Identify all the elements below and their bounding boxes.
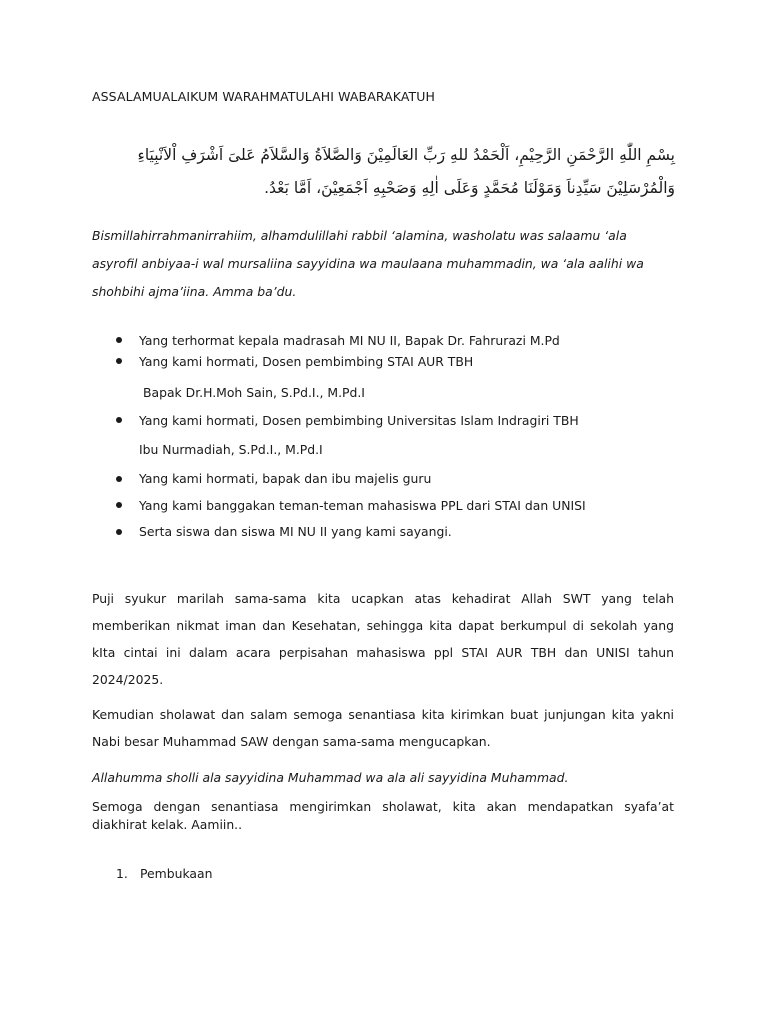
arabic-opening-line-1: بِسْمِ اللّٰهِ الرَّحْمَنِ الرَّحِيْمِ، اَلْحَمْدُ للهِ رَبِّ العَالَمِيْنَ وَالصَّلاَةُ وَالسَّلاَمُ عَلىَ اَشْرَفِ اْلاَنْبِيَاءِ xyxy=(137,146,675,164)
list-item: Yang kami banggakan teman-teman mahasiswa PPL dari STAI dan UNISI xyxy=(139,498,586,513)
list-item-label: Pembukaan xyxy=(140,866,213,881)
numbered-list-item xyxy=(116,866,212,881)
body-paragraph-sholawat: Kemudian sholawat dan salam semoga senantiasa kita kirimkan buat junjungan kita yakni Nabi besar Muhammad SAW dengan sama-sama mengucapkan. xyxy=(92,707,674,749)
list-number: 1. xyxy=(116,866,128,881)
arabic-opening-line-2: وَالْمُرْسَلِيْنَ سَيِّدِناَ وَمَوْلَنَا مُحَمَّدٍ وَعَلَى اٰلِهِ وَصَحْبِهِ اَجْمَعِيْنَ، اَمَّا بَعْدُ. xyxy=(264,179,675,197)
bullet-icon xyxy=(116,358,122,364)
bullet-icon xyxy=(116,502,122,508)
bullet-icon xyxy=(116,529,122,535)
bullet-icon xyxy=(116,476,122,482)
bullet-icon xyxy=(116,337,122,343)
list-item: Yang kami hormati, Dosen pembimbing STAI AUR TBH xyxy=(139,354,474,369)
transliteration-paragraph: Bismillahirrahmanirrahiim, alhamdulillahi rabbil ‘alamina, washolatu was salaamu ‘ala asyrofil anbiyaa-i wal mursaliina sayyidina wa maulaana muhammadin, wa ‘ala aalihi wa shohbihi ajma’iina. Amma ba’du. xyxy=(92,228,644,299)
list-item-subline: Ibu Nurmadiah, S.Pd.I., M.Pd.I xyxy=(139,442,323,457)
list-item: Yang kami hormati, bapak dan ibu majelis guru xyxy=(139,471,432,486)
body-paragraph-closing: Semoga dengan senantiasa mengirimkan sholawat, kita akan mendapatkan syafa’at diakhirat kelak. Aamiin.. xyxy=(92,799,674,832)
list-item: Yang terhormat kepala madrasah MI NU II, Bapak Dr. Fahrurazi M.Pd xyxy=(139,333,560,348)
list-item: Serta siswa dan siswa MI NU II yang kami sayangi. xyxy=(139,524,452,539)
greeting-heading: ASSALAMUALAIKUM WARAHMATULAHI WABARAKATUH xyxy=(92,89,436,104)
list-item-subline: Bapak Dr.H.Moh Sain, S.Pd.I., M.Pd.I xyxy=(143,385,365,400)
numbered-list xyxy=(116,866,212,881)
bullet-icon xyxy=(116,417,122,423)
list-item: Yang kami hormati, Dosen pembimbing Universitas Islam Indragiri TBH xyxy=(139,413,579,428)
sholawat-recitation: Allahumma sholli ala sayyidina Muhammad wa ala ali sayyidina Muhammad. xyxy=(92,770,569,785)
body-paragraph-praise: Puji syukur marilah sama-sama kita ucapkan atas kehadirat Allah SWT yang telah memberikan nikmat iman dan Kesehatan, sehingga kita dapat berkumpul di sekolah yang kIta cintai ini dalam acara perpisahan mahasiswa ppl STAI AUR TBH dan UNISI tahun 2024/2025. xyxy=(92,591,674,687)
